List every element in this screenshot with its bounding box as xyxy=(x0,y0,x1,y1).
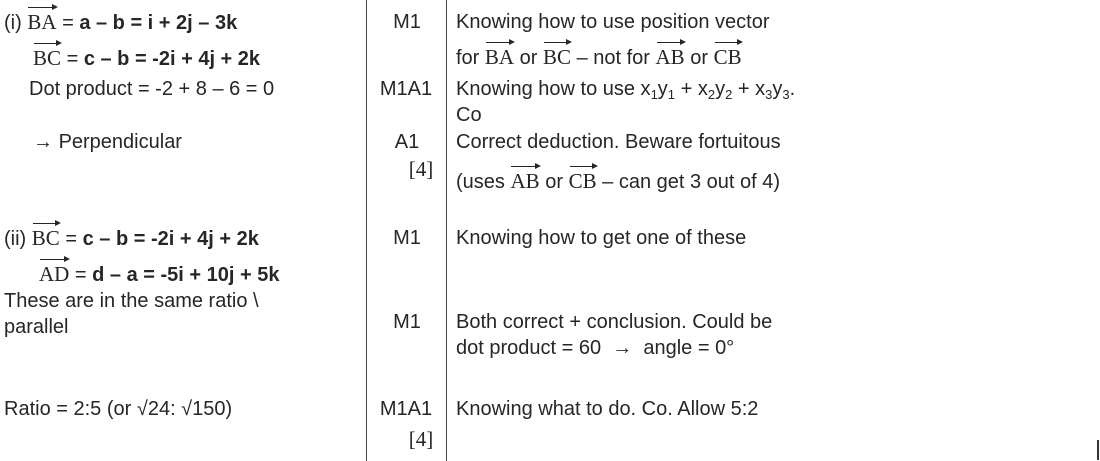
guidance-i-line1: Knowing how to use position vector xyxy=(456,11,770,33)
text-cursor xyxy=(1097,440,1099,460)
vector-ba: BA xyxy=(27,10,57,34)
part-i-line-bc: BC = c – b = -2i + 4j + 2k xyxy=(33,46,261,70)
guidance-i-line3: Knowing how to use $x_1y_1 + x_2y_2 + x_3y_3$. xyxy=(456,78,796,102)
mark-total-i: [4] xyxy=(408,157,434,181)
dot-product-line: Dot product = -2 + 8 – 6 = 0 xyxy=(29,78,275,100)
bc-ii-expression: c – b = -2i + 4j + 2k xyxy=(82,228,259,250)
perpendicular-conclusion: → Perpendicular xyxy=(33,131,182,153)
parallel-line: parallel xyxy=(4,316,69,338)
guidance-i-line2: for BA or BC – not for AB or CB xyxy=(456,45,742,69)
mark-total-ii: [4] xyxy=(408,427,434,451)
ratio-line: Ratio = 2:5 (or √24: √150) xyxy=(4,398,233,420)
part-ii-line-ad: AD = d – a = -5i + 10j + 5k xyxy=(39,262,280,286)
guidance-ii-line1: Knowing how to get one of these xyxy=(456,227,747,249)
guidance-i-line4: Co xyxy=(456,104,482,126)
vector-ad: AD xyxy=(39,262,70,286)
part-ii-label: (ii) xyxy=(4,228,27,250)
vector-bc-ii: BC xyxy=(31,226,60,250)
guidance-ii-line2: Both correct + conclusion. Could be xyxy=(456,311,773,333)
part-ii-line-bc: (ii) BC = c – b = -2i + 4j + 2k xyxy=(4,226,259,250)
guidance-ii-line3: dot product = 60 → angle = 0° xyxy=(456,337,735,359)
mark-m1a1-ii: M1A1 xyxy=(379,398,433,420)
mark-a1: A1 xyxy=(394,131,420,153)
guidance-i-line5: Correct deduction. Beware fortuitous xyxy=(456,131,781,153)
right-arrow-icon: → xyxy=(33,131,53,153)
mark-m1a1: M1A1 xyxy=(379,78,433,100)
part-i-line-ba: (i) BA = a – b = i + 2j – 3k xyxy=(4,10,238,34)
same-ratio-line: These are in the same ratio \ xyxy=(4,290,259,312)
ad-expression: d – a = -5i + 10j + 5k xyxy=(92,264,280,286)
guidance-i-line6: (uses AB or CB – can get 3 out of 4) xyxy=(456,169,781,193)
mark-m1: M1 xyxy=(393,11,421,33)
vector-bc: BC xyxy=(33,46,62,70)
guidance-ii-line4: Knowing what to do. Co. Allow 5:2 xyxy=(456,398,759,420)
bc-expression: c – b = -2i + 4j + 2k xyxy=(83,48,261,70)
ba-expression: a – b = i + 2j – 3k xyxy=(79,12,238,34)
mark-m1-ii-b: M1 xyxy=(393,311,421,333)
mark-m1-ii-a: M1 xyxy=(393,227,421,249)
part-i-label: (i) xyxy=(4,12,22,34)
